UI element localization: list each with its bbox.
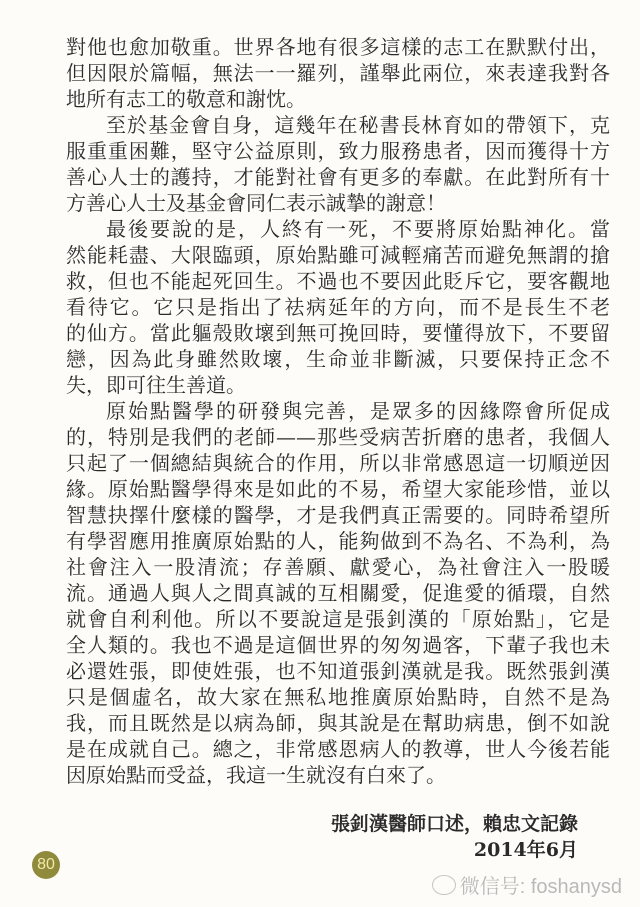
paragraph [66, 398, 610, 788]
text-line: 善心人士的護持，才能對社會有更多的奉獻。在此對所有十 [66, 165, 610, 189]
signature-block [331, 811, 578, 863]
watermark-text: 微信号: foshanysd [459, 876, 622, 898]
text-line: 的仙方。當此軀殼敗壞到無可挽回時，要懂得放下，不要留 [66, 321, 610, 345]
paragraph [66, 216, 610, 398]
wechat-watermark [432, 870, 622, 899]
document-body [66, 34, 610, 788]
page-number-badge: 80 [32, 851, 60, 879]
text-line: 失，即可往生善道。 [66, 373, 246, 397]
text-line: 必還姓張，即使姓張，也不知道張釗漢就是我。既然張釗漢 [66, 659, 610, 683]
text-line: 是在成就自己。總之，非常感恩病人的教導，世人今後若能 [66, 737, 610, 761]
text-line: 智慧抉擇什麼樣的醫學，才是我們真正需要的。同時希望所 [66, 503, 610, 527]
text-line: 最後要說的是，人終有一死，不要將原始點神化。當 [106, 217, 610, 241]
text-line: 流。通過人與人之間真誠的互相關愛，促進愛的循環，自然 [66, 581, 610, 605]
signature-author: 張釗漢醫師口述，賴忠文記錄 [330, 813, 578, 835]
wechat-icon [432, 875, 456, 895]
text-line: 因原始點而受益，我這一生就沒有白來了。 [66, 763, 446, 787]
text-line: 我，而且既然是以病為師，與其說是在幫助病患，倒不如說 [66, 711, 610, 735]
paragraph [66, 112, 610, 216]
paragraph [66, 34, 610, 112]
text-line: 服重重困難，堅守公益原則，致力服務患者，因而獲得十方 [66, 139, 610, 163]
text-line: 至於基金會自身，這幾年在秘書長林育如的帶領下，克 [106, 113, 610, 137]
text-line: 的，特別是我們的老師——那些受病苦折磨的患者，我個人 [66, 425, 610, 449]
text-line: 但因限於篇幅，無法一一羅列，謹舉此兩位，來表達我對各 [66, 61, 610, 85]
text-line: 原始點醫學的研發與完善，是眾多的因緣際會所促成 [106, 399, 610, 423]
text-line: 只是個虛名，故大家在無私地推廣原始點時，自然不是為 [66, 685, 610, 709]
text-line: 對他也愈加敬重。世界各地有很多這樣的志工在默默付出， [66, 35, 610, 59]
text-line: 救，但也不能起死回生。不過也不要因此貶斥它，要客觀地 [66, 269, 610, 293]
text-line: 緣。原始點醫學得來是如此的不易，希望大家能珍惜，並以 [66, 477, 610, 501]
text-line: 地所有志工的敬意和謝忱。 [66, 87, 306, 111]
text-line: 方善心人士及基金會同仁表示誠摯的謝意！ [66, 191, 446, 215]
text-line: 看待它。它只是指出了祛病延年的方向，而不是長生不老 [66, 295, 610, 319]
text-line: 只起了一個總結與統合的作用，所以非常感恩這一切順逆因 [66, 451, 610, 475]
text-line: 就會自利利他。所以不要說這是張釗漢的「原始點」，它是 [66, 607, 610, 631]
signature-date: 2014年6月 [473, 839, 578, 861]
text-line: 全人類的。我也不過是這個世界的匆匆過客，下輩子我也未 [66, 633, 610, 657]
text-line: 然能耗盡、大限臨頭，原始點雖可減輕痛苦而避免無謂的搶 [66, 243, 610, 267]
text-line: 社會注入一股清流；存善願、獻愛心，為社會注入一股暖 [66, 555, 610, 579]
text-line: 戀，因為此身雖然敗壞，生命並非斷滅，只要保持正念不 [66, 347, 610, 371]
text-line: 有學習應用推廣原始點的人，能夠做到不為名、不為利，為 [66, 529, 610, 553]
